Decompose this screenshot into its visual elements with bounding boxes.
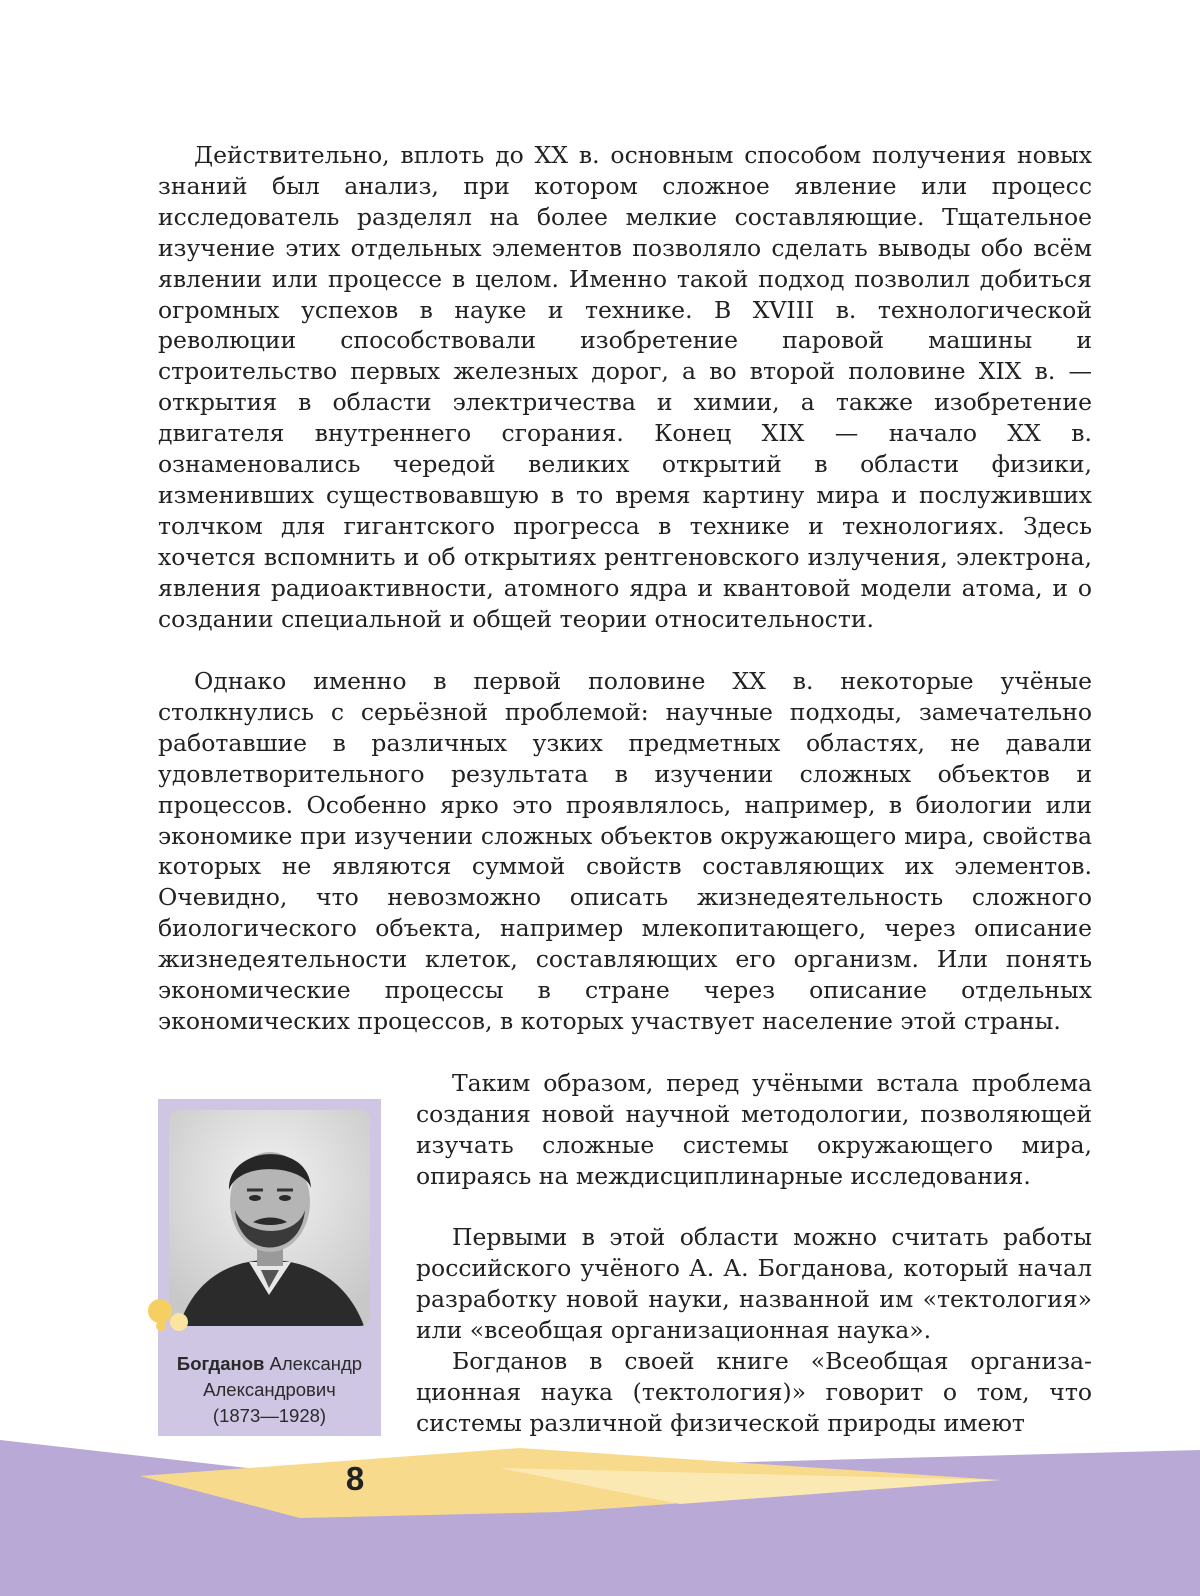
paragraph-5: Богданов в своей книге «Всеобщая организационная наука (тектология)» говорит о том, что системы различной физической природы имеют	[416, 1347, 1092, 1437]
portrait-card	[158, 1099, 381, 1436]
portrait-caption	[158, 1351, 381, 1429]
decor-dot	[148, 1299, 172, 1323]
paragraph-2: Однако именно в первой половине XX в. некоторые учёные столкнулись с серьёзной проблемой: научные подходы, замечательно работавшие в различных узких предметных областях, не давали удовлетворительного результата в изучении сложных объектов и процессов. Особенно ярко это проявлялось, например, в биологии или экономике при изучении сложных объектов окружающего мира, свойства которых не являются суммой свойств составляющих их элементов. Очевидно, что невозможно описать жизнедеятельность сложного биологического объекта, например млекопитающего, через описание жизнедеятельности клеток, составляющих его организм. Или понять экономические процессы в стране через описание отдельных экономических процессов, в которых участвует население этой страны.	[158, 667, 1092, 1035]
caption-surname: Богданов	[176, 1353, 265, 1374]
portrait-illustration	[169, 1110, 370, 1326]
caption-years: (1873—1928)	[212, 1405, 327, 1426]
paragraph-4: Первыми в этой области можно считать работы российского учёного А. А. Богданова, который начал разработку новой науки, названной им «тектология» или «всеобщая организационная наука».	[416, 1223, 1092, 1344]
page-number: 8	[345, 1460, 365, 1497]
caption-given-names: Александр Александрович	[203, 1353, 363, 1400]
paragraph-3: Таким образом, перед учёными встала проблема создания новой научной методологии, позволяющей изучать сложные системы окружающего мира, опираясь на междисциплинарные исследования.	[416, 1069, 1092, 1190]
decor-dot	[156, 1321, 166, 1331]
paragraph-1: Действительно, вплоть до XX в. основным способом получения новых знаний был анализ, при котором сложное явление или процесс исследователь разделял на более мелкие составляющие. Тщательное изучение этих отдельных элементов позволяло сделать выводы обо всём явлении или процессе в целом. Именно такой подход позволил добиться огромных успехов в науке и технике. В XVIII в. технологической революции способствовали изобретение паровой машины и строительство первых железных дорог, а во второй половине XIX в. — открытия в области электричества и химии, а также изобретение двигателя внутреннего сгорания. Конец XIX — начало XX в. ознаменовались чередой великих открытий в области физики, изменивших существовавшую в то время картину мира и послуживших толчком для гигантского прогресса в технике и технологиях. Здесь хочется вспомнить и об открытиях рентгеновского излучения, электрона, явления радиоактивности, атомного ядра и квантовой модели атома, и о создании специальной и общей теории относительности.	[158, 141, 1092, 633]
decor-dot	[170, 1313, 188, 1331]
footer-decoration	[0, 1440, 1200, 1596]
portrait-photo	[169, 1110, 370, 1326]
